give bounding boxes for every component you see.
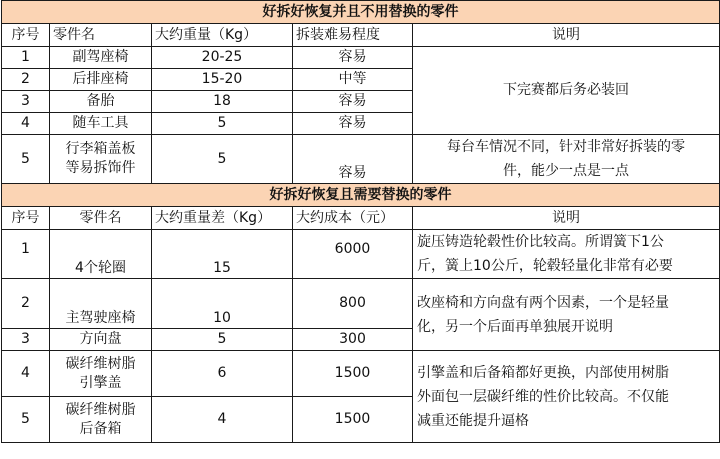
row-difficulty: 容易	[293, 113, 413, 135]
row-weight: 6	[152, 351, 293, 397]
row-no: 4	[2, 351, 50, 397]
row-weight: 10	[152, 279, 293, 329]
row-name-line2: 等易拆饰件	[65, 160, 136, 176]
header-note: 说明	[413, 207, 720, 230]
row-cost: 1500	[293, 351, 413, 397]
row-note-line1: 引擎盖和后备箱都好更换，内部使用树脂	[417, 364, 669, 381]
row-no: 3	[2, 91, 50, 113]
row-no: 3	[2, 329, 50, 351]
row-difficulty: 容易	[293, 135, 413, 184]
row-difficulty: 容易	[293, 91, 413, 113]
row-cost: 800	[293, 279, 413, 329]
row-note-line2: 外面包一层碳纤维的性价比较高。不仅能	[417, 388, 669, 405]
row-difficulty: 中等	[293, 69, 413, 91]
row-cost: 1500	[293, 397, 413, 443]
row-weight: 20-25	[152, 47, 293, 69]
row-weight: 18	[152, 91, 293, 113]
table-row	[2, 47, 720, 69]
table-row	[2, 230, 720, 279]
row-cost: 300	[293, 329, 413, 351]
row-name	[50, 135, 152, 184]
row-name-line1: 碳纤维树脂	[65, 355, 136, 372]
row-name: 主驾驶座椅	[50, 279, 152, 329]
row-name-line2: 引擎盖	[79, 374, 122, 391]
row-note-line1: 每台车情况不同，针对非常好拆装的零	[447, 139, 686, 155]
row-note-line3: 减重还能提升逼格	[417, 412, 529, 429]
header-cost: 大约成本（元）	[293, 207, 413, 230]
row-note-line2: 斤，簧上10公斤，轮毂轻量化非常有必要	[417, 258, 673, 274]
row-weight: 4	[152, 397, 293, 443]
header-name: 零件名	[50, 24, 152, 47]
parts-table	[1, 0, 720, 443]
header-weight-diff: 大约重量差（Kg）	[152, 207, 293, 230]
header-note: 说明	[413, 24, 720, 47]
section1-title: 好拆好恢复并且不用替换的零件	[2, 1, 720, 24]
row-difficulty: 容易	[293, 47, 413, 69]
row-name: 副驾座椅	[50, 47, 152, 69]
row-no: 5	[2, 135, 50, 184]
header-difficulty: 拆装难易程度	[293, 24, 413, 47]
row-note-line1: 旋压铸造轮毂性价比较高。所谓簧下1公	[417, 234, 664, 250]
row-weight: 15	[152, 230, 293, 279]
row-weight: 5	[152, 113, 293, 135]
row-note-line2: 化，另一个后面再单独展开说明	[417, 318, 613, 335]
row-no: 1	[2, 230, 50, 279]
row-cost: 6000	[293, 230, 413, 279]
row-name: 后排座椅	[50, 69, 152, 91]
header-no: 序号	[2, 207, 50, 230]
row-weight: 5	[152, 135, 293, 184]
row-note	[413, 135, 720, 184]
row-note: 下完赛都后务必装回	[413, 47, 720, 135]
row-name-line1: 碳纤维树脂	[65, 401, 136, 418]
row-note-line2: 件，能少一点是一点	[503, 163, 630, 179]
row-name-line2: 后备箱	[79, 420, 122, 437]
row-note	[413, 230, 720, 279]
row-no: 4	[2, 113, 50, 135]
table-row	[2, 279, 720, 329]
row-name: 方向盘	[50, 329, 152, 351]
row-note-line1: 改座椅和方向盘有两个因素，一个是轻量	[417, 294, 669, 311]
row-name	[50, 351, 152, 397]
header-no: 序号	[2, 24, 50, 47]
row-weight: 5	[152, 329, 293, 351]
row-name: 备胎	[50, 91, 152, 113]
row-name-line1: 行李箱盖板	[65, 141, 136, 157]
table-row	[2, 351, 720, 397]
row-name	[50, 397, 152, 443]
row-name: 随车工具	[50, 113, 152, 135]
table-row	[2, 135, 720, 184]
row-no: 2	[2, 279, 50, 329]
row-note	[413, 351, 720, 443]
header-weight: 大约重量（Kg）	[152, 24, 293, 47]
section2-title: 好拆好恢复且需要替换的零件	[2, 184, 720, 207]
row-no: 1	[2, 47, 50, 69]
row-no: 2	[2, 69, 50, 91]
row-weight: 15-20	[152, 69, 293, 91]
row-note	[413, 279, 720, 351]
row-name: 4个轮圈	[50, 230, 152, 279]
row-no: 5	[2, 397, 50, 443]
header-name: 零件名	[50, 207, 152, 230]
